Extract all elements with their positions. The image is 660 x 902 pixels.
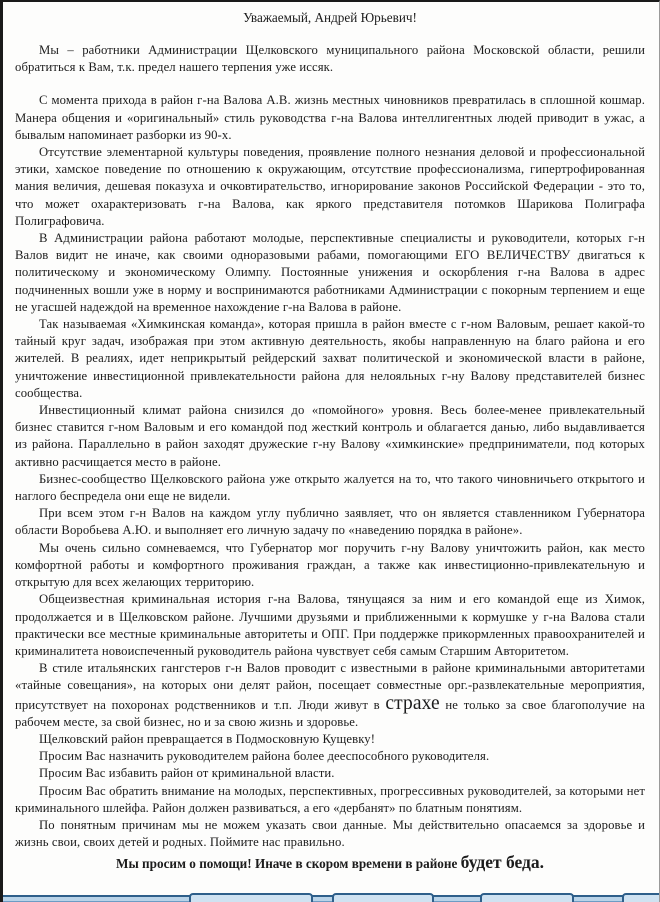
paragraph-criminal-history: Общеизвестная криминальная история г-на Валова, тянущаяся за ним и его командой еще из Химок, продолжается и в Щелковском районе. Лучшими друзьями и приближенными к кормушке у г-на Валова стали практически все местные криминальные авторитеты и ОПГ. При поддержке прикормленных правоохранителей и криминалитета новоиспеченный руководитель района чувствует себя самым Старшим Авторитетом.: [15, 592, 645, 658]
paragraph-investment-climate: Инвестиционный климат района снизился до «помойного» уровня. Весь более-менее привлекательный бизнес ставится г-ном Валовым и его командой под жесткий контроль и облагается данью, либо выдавливается из района. Параллельно в район заходят дружеские г-ну Валову «химкинские» предприниматели, под которых активно расчищается место в районе.: [15, 403, 645, 469]
paragraph-administration: В Администрации района работают молодые, перспективные специалисты и руководители, которых г-н Валов видит не иначе, как своими одноразовыми рабами, помогающими ЕГО ВЕЛИЧЕСТВУ двигаться к политическому и экономическому Олимпу. Постоянные унижения и оскорбления г-на Валова в адрес подчиненных вошли уже в норму и воспринимаются работниками Администрации с покорным терпением и еще не угасшей надеждой на временное нахождение г-на Валова в районе.: [15, 231, 645, 314]
fear-text-after: не только за свое благополучие на рабочем месте, за свой бизнес, но и за свою жизнь и здоровье.: [15, 697, 645, 729]
paragraph-intro: Мы – работники Администрации Щелковского муниципального района Московской области, решили обратиться к Вам, т.к. предел нашего терпения уже иссяк.: [15, 43, 645, 75]
cutoff-button[interactable]: [332, 893, 434, 902]
letter-salutation: Уважаемый, Андрей Юрьевич!: [243, 10, 417, 25]
paragraph-arrival: С момента прихода в район г-на Валова А.В. жизнь местных чиновников превратилась в сплошной кошмар. Манера общения и «оригинальный» стиль руководства г-на Валова интеллигентных людей приводит в ужас, а бывалым напоминает разборки из 90-х.: [15, 93, 645, 142]
paragraph-governor-claim: При всем этом г-н Валов на каждом углу публично заявляет, что он является ставленником Губернатора области Воробьева А.Ю. и выполняет его личную задачу по «наведению порядка в районе».: [15, 506, 645, 538]
cutoff-button[interactable]: [622, 893, 660, 902]
paragraph-doubt: Мы очень сильно сомневаемся, что Губернатор мог поручить г-ну Валову уничтожить район, как место комфортной работы и комфортного проживания граждан, а также как инвестиционно-привлекательную и открытую для всех желающих территорию.: [15, 540, 645, 590]
paragraph-business-community: Бизнес-сообщество Щелковского района уже открыто жалуется на то, что такого чиновничьего открытого и наглого беспредела они еще не видели.: [15, 471, 645, 504]
paragraph-request-new-head: Просим Вас назначить руководителем района более дееспособного руководителя.: [39, 749, 490, 764]
paragraph-khimki-team: Так называемая «Химкинская команда», которая пришла в район вместе с г-ном Валовым, решает какой-то тайный круг задач, изображая при этом активную деятельность, якобы направленную на благо района и его жителей. В реалиях, идет неприкрытый рейдерский захват политической и экономической власти в районе, уничтожение инвестиционной привлекательности района для нелояльных г-ну Валову представителей бизнес сообщества.: [15, 317, 645, 400]
paragraph-culture: Отсутствие элементарной культуры поведения, проявление полного незнания деловой и профессиональной этики, хамское поведение по отношению к окружающим, отсутствие профессионализма, гипертрофированная мания величия, дешевая показуха и очковтирательство, игнорирование законов Российской Федерации - это то, что может охарактеризовать г-на Валова, как яркого представителя потомков Шарикова Полиграфа Полиграфовича.: [15, 145, 645, 228]
paragraph-anonymous-reason: По понятным причинам мы не можем указать свои данные. Мы действительно опасаемся за здоровье и жизнь свои, своих детей и родных. Поймите нас правильно.: [15, 817, 645, 850]
paragraph-kushchevka: Щелковский район превращается в Подмосковную Кущевку!: [39, 731, 376, 746]
fear-text-before: В стиле итальянских гангстеров г-н Валов проводит с известными в районе криминальными авторитетами «тайные совещания», на которых они делят район, посещает совместные орг.-развлекательные мероприятия, присутствует на похоронах родственников и т.п. Люди живут в: [15, 661, 645, 712]
cutoff-button[interactable]: [480, 893, 574, 902]
blank-line: [15, 76, 645, 92]
cutoff-button[interactable]: [189, 893, 313, 902]
blank-line: [15, 26, 645, 42]
paragraph-request-attention: Просим Вас обратить внимание на молодых, перспективных, прогрессивных руководителей, за которыми нет криминального шлейфа. Район должен развиваться, а его «дербанят» по блатным понятиям.: [15, 783, 645, 815]
closing-lead: Мы просим о помощи! Иначе в скором времени в районе: [116, 856, 461, 872]
closing-plea: [15, 853, 645, 873]
fear-big-word: страхе: [385, 692, 440, 714]
cutoff-toolbar-strip: [3, 890, 659, 902]
paragraph-fear: [15, 660, 645, 731]
paragraph-request-rid-criminal: Просим Вас избавить район от криминальной власти.: [39, 766, 335, 781]
letter-body: [3, 2, 659, 873]
closing-emphasis: будет беда.: [460, 852, 544, 873]
